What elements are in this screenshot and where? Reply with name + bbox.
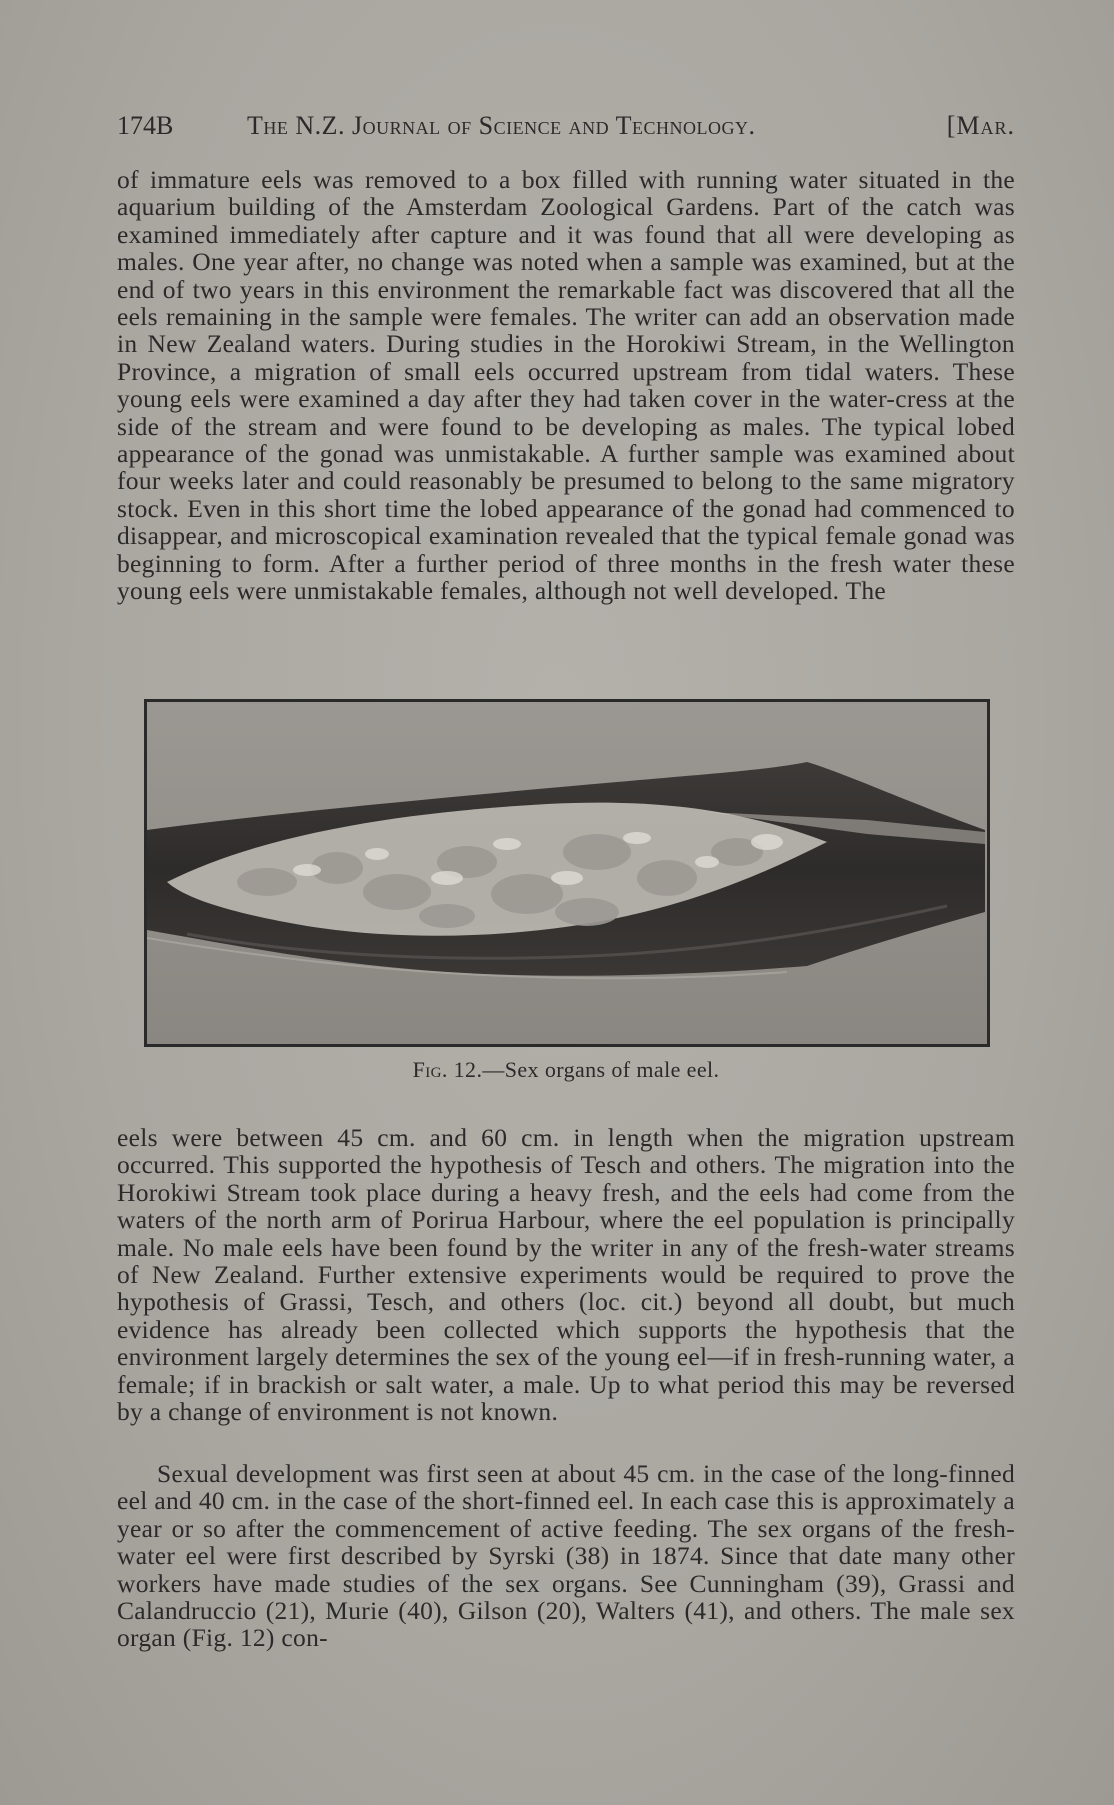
figure-label: Fig. 12.: [412, 1057, 483, 1082]
body-paragraph-1: of immature eels was removed to a box filled with running water situated in the aquarium building of the Amsterdam Zoological Gardens. Part of the catch was examined immediately after capture and it was found that all were developing as males. One year after, no change was noted when a sample was examined, but at the end of two years in this environment the remarkable fact was discovered that all the eels remaining in the sample were females. The writer can add an observation made in New Zealand waters. During studies in the Horokiwi Stream, in the Wellington Province, a migration of small eels occurred upstream from tidal waters. These young eels were examined a day after they had taken cover in the water-cress at the side of the stream and were found to be developing as males. The typical lobed appearance of the gonad was unmistakable. A further sample was examined about four weeks later and could reasonably be presumed to belong to the same migratory stock. Even in this short time the lobed appearance of the gonad had commenced to disappear, and microscopical examination revealed that the typical female gonad was beginning to form. After a further period of three months in the fresh water these young eels were unmistakable females, although not well developed. The: [117, 165, 1015, 606]
body-paragraph-2: eels were between 45 cm. and 60 cm. in length when the migration upstream occurred. This supported the hypothesis of Tesch and others. The migration into the Horokiwi Stream took place during a heavy fresh, and the eels had come from the waters of the north arm of Porirua Harbour, where the eel population is principally male. No male eels have been found by the writer in any of the fresh-water streams of New Zealand. Further extensive experiments would be required to prove the hypothesis of Grassi, Tesch, and others (loc. cit.) beyond all doubt, but much evidence has already been collected which supports the hypothesis that the environment largely determines the sex of the young eel—if in fresh-running water, a female; if in brackish or salt water, a male. Up to what period this may be reversed by a change of environment is not known.: [117, 1123, 1015, 1427]
eel-dissection-photo: [147, 702, 987, 1044]
body-paragraph-3: Sexual development was first seen at about 45 cm. in the case of the long-finned eel and 40 cm. in the case of the short-finned eel. In each case this is approximately a year or so after the commencement of active feeding. The sex organs of the fresh-water eel were first described by Syrski (38) in 1874. Since that date many other workers have made studies of the sex organs. See Cunningham (39), Grassi and Calandruccio (21), Murie (40), Gilson (20), Walters (41), and others. The male sex organ (Fig. 12) con-: [117, 1459, 1015, 1653]
figure-caption-text: —Sex organs of male eel.: [482, 1057, 720, 1082]
figure-caption: [117, 1057, 1015, 1083]
journal-title: The N.Z. Journal of Science and Technology.: [247, 111, 756, 140]
running-header: [117, 108, 1015, 144]
page-number: 174B: [117, 111, 174, 140]
figure-photo-male-eel-sex-organs: [144, 699, 990, 1047]
issue-month: [Mar.: [946, 111, 1015, 140]
